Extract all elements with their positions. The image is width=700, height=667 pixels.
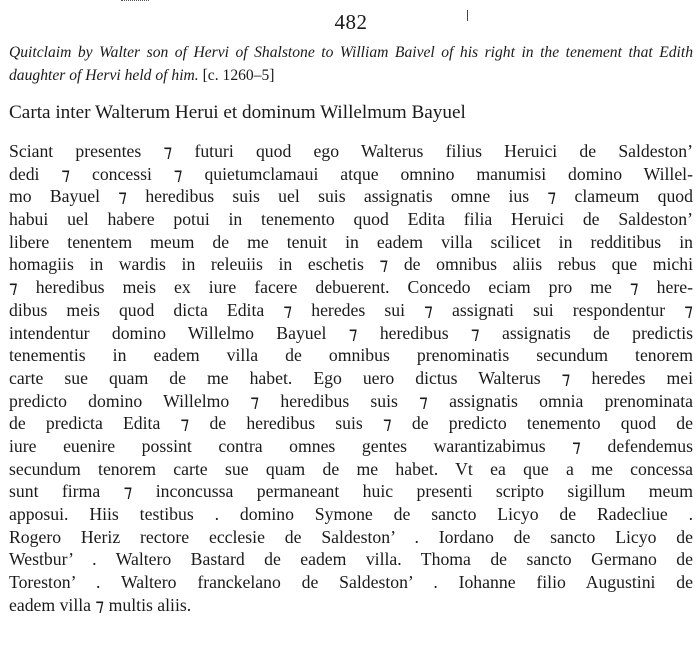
page-number: 482 <box>334 10 368 34</box>
body-line: intendentur domino Willelmo Bayuel ⁊ heredibus ⁊ assignatis de predictis <box>9 322 693 343</box>
body-line: eadem villa ⁊ multis aliis. <box>9 594 192 615</box>
body-line: Westbur’ . Waltero Bastard de eadem villa. Thoma de sancto Germano de <box>9 549 693 570</box>
body-line: sunt firma ⁊ inconcussa permaneant huic presenti scripto sigillum meum <box>9 481 693 502</box>
charter-body <box>9 140 693 616</box>
body-line: dedi ⁊ concessi ⁊ quietumclamaui atque omnino manumisi domino Willel- <box>9 163 693 184</box>
body-line: ⁊ heredibus meis ex iure facere debuerent. Concedo eciam pro me ⁊ here- <box>9 277 693 298</box>
body-line: Rogero Heriz rectore ecclesie de Saldeston’ . Iordano de sancto Licyo de <box>9 526 693 547</box>
summary-date: [c. 1260–5] <box>202 67 275 84</box>
body-line: apposui. Hiis testibus . domino Symone de sancto Licyo de Radecliue . <box>9 504 693 524</box>
body-line: Sciant presentes ⁊ futuri quod ego Walterus filius Heruici de Saldeston’ <box>9 141 693 161</box>
body-line: mo Bayuel ⁊ heredibus suis uel suis assignatis omne ius ⁊ clameum quod <box>9 186 693 207</box>
charter-summary <box>9 41 693 87</box>
body-line: Toreston’ . Waltero franckelano de Saldeston’ . Iohanne filio Augustini de <box>9 572 693 593</box>
summary-text: Quitclaim by Walter son of Hervi of Shalstone to William Baivel of his right in the tenement that Edith daughter of Hervi held of him. <box>9 44 693 84</box>
body-line: iure euenire possint contra omnes gentes warantizabimus ⁊ defendemus <box>9 435 693 456</box>
body-line: secundum tenorem carte sue quam de me habet. Vt ea que a me concessa <box>9 458 693 479</box>
charter-heading: Carta inter Walterum Herui et dominum Willelmum Bayuel <box>9 102 466 123</box>
body-line: habui uel habere potui in tenemento quod Edita filia Heruici de Saldeston’ <box>9 209 693 230</box>
top-edge-mark <box>121 0 149 1</box>
body-line: tenementis in eadem villa de omnibus prenominatis secundum tenorem <box>9 345 693 366</box>
body-line: de predicta Edita ⁊ de heredibus suis ⁊ de predicto tenemento quod de <box>9 413 693 434</box>
body-line: predicto domino Willelmo ⁊ heredibus suis ⁊ assignatis omnia prenominata <box>9 390 693 411</box>
body-line: carte sue quam de me habet. Ego uero dictus Walterus ⁊ heredes mei <box>9 367 693 388</box>
document-page <box>9 0 693 667</box>
body-line: homagiis in wardis in releuiis in eschetis ⁊ de omnibus aliis rebus que michi <box>9 254 693 275</box>
body-line: dibus meis quod dicta Edita ⁊ heredes sui ⁊ assignati sui respondentur ⁊ <box>9 299 693 320</box>
body-line: libere tenentem meum de me tenuit in eadem villa scilicet in redditibus in <box>9 231 693 252</box>
